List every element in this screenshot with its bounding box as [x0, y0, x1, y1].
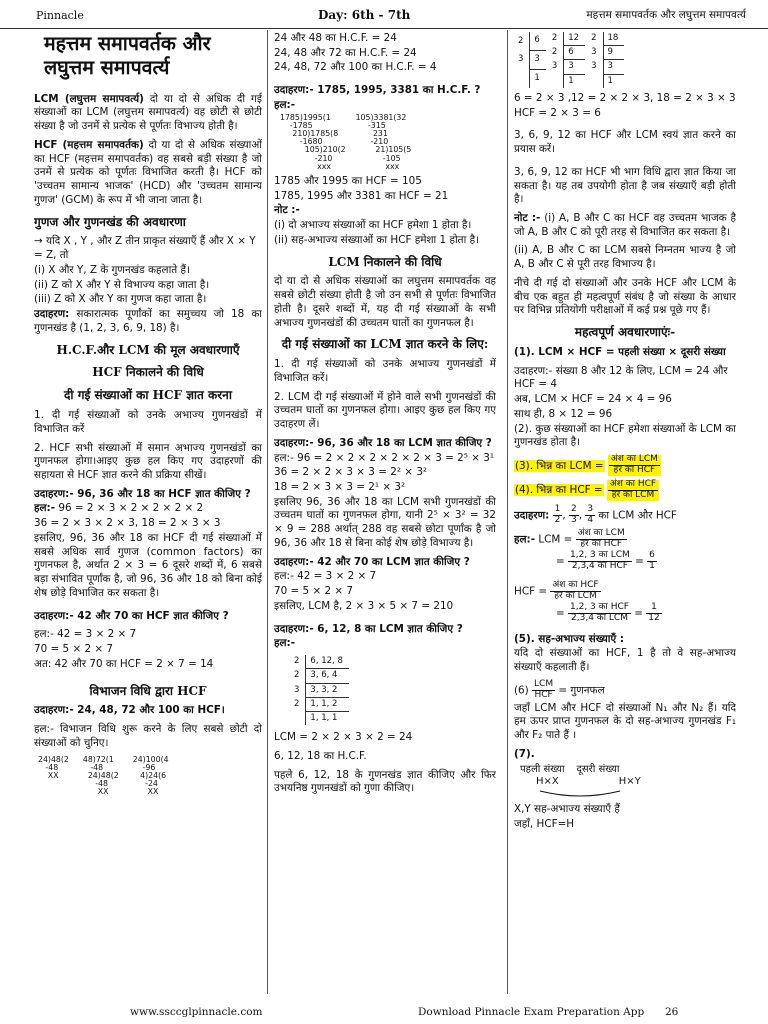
division-step: 24)48(2 -48 XX: [38, 754, 69, 780]
solution-line: = $\frac{\text{1,2, 3 का LCM}}{\text{2,3,4 का HCF}}$ = $\frac{6}{1}$: [556, 550, 655, 572]
factor-example: [34, 308, 262, 335]
numerator: 1: [646, 603, 661, 614]
result-line: 1785, 1995 और 3381 का HCF = 21: [274, 189, 449, 202]
column-3: [514, 32, 736, 994]
diagram-labels: [520, 764, 736, 777]
paragraph: पहले 6, 12, 18 के गुणनखंड ज्ञात कीजिए और फिर उभयनिष्ठ गुणनखंडों को गुणा कीजिए।: [274, 768, 496, 795]
section-heading: LCM निकालने की विधि: [328, 254, 442, 269]
dividend: 1: [568, 75, 574, 86]
solution-line: अत: 42 और 70 का HCF = 2 × 7 = 14: [34, 657, 214, 670]
denominator: 2: [554, 514, 561, 525]
column-1: [34, 32, 262, 994]
concept-line: (2). कुछ संख्याओं का HCF हमेशा संख्याओं के LCM का गुणनखंड होता है।: [514, 422, 736, 449]
result-line: 1785 और 1995 का HCF = 105: [274, 174, 422, 187]
second-number-value: H×Y: [618, 776, 641, 788]
section-heading: HCF निकालने की विधि: [92, 365, 204, 380]
section-heading: दी गई संख्याओं का LCM ज्ञात करने के लिए:: [281, 337, 489, 352]
fraction: [569, 505, 579, 526]
dividend: 1: [534, 73, 540, 84]
note-text: (i) A, B और C का HCF वह उच्चतम भाजक है जो A, B और C को पूरी तरह से विभाजित कर सकता है।: [514, 212, 736, 238]
result-line: 24, 48, 72 और 100 का H.C.F. = 4: [274, 61, 437, 74]
example-text: का LCM और HCF: [598, 509, 677, 522]
solution-line: 36 = 2 × 3 × 2 × 3, 18 = 2 × 3 × 3: [34, 517, 221, 530]
numerator: LCM: [534, 678, 554, 689]
division-table: [548, 32, 585, 88]
connector-arc: [520, 789, 640, 799]
division-tables: [514, 32, 736, 92]
text-line: (ii) Z को X और Y से विभाज्य कहा जाता है।: [34, 278, 210, 291]
example-question: उदाहरण:- 96, 36 और 18 का LCM ज्ञात कीजिए ?: [274, 436, 492, 449]
division-step: 1785)1995(1 -1785 210)1785(8 -1680 105)210(2 -210 xxx: [280, 112, 346, 171]
divisor: [290, 711, 306, 725]
text-line: (i) X और Y, Z के गुणनखंड कहलाते हैं।: [34, 263, 190, 276]
division-work: [280, 114, 496, 171]
dividend: 3: [603, 60, 624, 74]
step-text: 1. दी गई संख्याओं को उनके अभाज्य गुणनखंडों में विभाजित करें।: [274, 358, 496, 384]
numerator: 1,2, 3 का HCF: [570, 601, 629, 612]
result-line: LCM = 2 × 2 × 3 × 2 = 24: [274, 731, 413, 744]
numerator: अंश का LCM: [610, 454, 658, 465]
note-label: नोट :-: [274, 204, 300, 217]
concept-text: यदि दो संख्याओं का HCF, 1 है तो वे सह-अभाज्य संख्याएँ कहलाती हैं।: [514, 647, 736, 674]
dividend: 6: [530, 32, 546, 50]
division-work: [38, 756, 262, 797]
solution-text: इसलिए 96, 36 और 18 का LCM सभी गुणनखंडों की उच्चतम घातों का गुणनफल होगा, यानी 2⁵ × 3² = 32 × 9 = 288 अर्थात् 288 वह सबसे छोटा पूर्णांक है जो 96, 36 और 18 से बिना कोई शेष छोड़े विभाज्य है।: [274, 495, 496, 549]
denominator: 4: [587, 514, 594, 525]
result-line: HCF = 2 × 3 = 6: [514, 106, 601, 119]
example-line: साथ ही, 8 × 12 = 96: [514, 407, 613, 420]
equation-label: LCM =: [538, 533, 573, 546]
text-line: (iii) Z को X और Y का गुणज कहा जाता है।: [34, 293, 207, 306]
example-line: अब, LCM × HCF = 24 × 4 = 96: [514, 393, 672, 406]
division-step: 24)100(4 -96 4)24(6 -24 XX: [132, 754, 169, 797]
example-question: उदाहरण:- 1785, 1995, 3381 का H.C.F. ?: [274, 84, 481, 97]
concept-text: जहाँ LCM और HCF दो संख्याओं N₁ और N₂ हैं। यदि हम ऊपर प्राप्त गुणनफल के दो सह-अभाज्य गुणनखंड F₁ और F₂ पाते हैं ।: [514, 701, 736, 742]
divisor: [548, 74, 564, 88]
denominator: 3: [571, 514, 577, 525]
divisor: 2: [290, 697, 306, 711]
site-url[interactable]: www.ssccglpinnacle.com: [130, 1006, 263, 1018]
concept-line: [514, 455, 736, 476]
solution-line: हल:- 96 = 2 × 2 × 2 × 2 × 2 × 3 = 2⁵ × 3¹: [274, 451, 495, 464]
divisor: 3: [587, 60, 603, 74]
concept-text: जहाँ, HCF=H: [514, 817, 575, 830]
paragraph: 3, 6, 9, 12 का HCF और LCM स्वयं ज्ञात करने का प्रयास करें।: [514, 129, 736, 156]
app-promo: Download Pinnacle Exam Preparation App: [418, 1006, 645, 1018]
solution-label: हल:-: [274, 637, 296, 650]
hcf-term: HCF (महत्तम समापवर्तक): [34, 138, 144, 151]
solution-label: हल:-: [34, 502, 56, 515]
denominator: 2,3,4 का HCF: [571, 561, 628, 572]
denominator: हर का HCF: [613, 465, 656, 476]
divisor: 2: [290, 655, 306, 669]
example-label: उदाहरण:: [34, 308, 70, 321]
solution-text: 96 = 2 × 3 × 2 × 2 × 2 × 2: [58, 502, 204, 515]
divisor: 3: [587, 46, 603, 60]
note-text: (ii) A, B और C का LCM सबसे निम्नतम भाज्य है जो A, B और C से पूरी तरह विभाज्य है।: [514, 244, 736, 271]
paragraph: दो या दो से अधिक संख्याओं का लघुत्तम समापवर्तक वह सबसे छोटी संख्या होती है जो उन सभी से पूर्णतः विभाजित होती है। दूसरे शब्दों में, यह दी गई संख्याओं के सभी अभाज्य गुणनखंडों की उच्चतम घातों का गुणनफल है।: [274, 275, 496, 329]
dividend: 6: [564, 46, 585, 60]
denominator: हर का HCF: [580, 539, 623, 550]
example-question: उदाहरण:- 42 और 70 का LCM ज्ञात कीजिए ?: [274, 555, 470, 568]
solution-label: हल:-: [274, 98, 296, 111]
division-table: [587, 32, 624, 88]
number-pair-diagram: [520, 764, 736, 804]
result-line: 24 और 48 का H.C.F. = 24: [274, 32, 397, 44]
denominator: हर का LCM: [611, 489, 655, 500]
fraction: [646, 603, 661, 624]
day-label: Day: 6th - 7th: [318, 8, 411, 22]
solution-line: 70 = 5 × 2 × 7: [34, 643, 113, 656]
dividend: 3, 3, 2: [306, 683, 349, 697]
solution-line: [514, 529, 736, 550]
denominator: 2,3,4 का LCM: [571, 612, 628, 623]
solution-line: = $\frac{\text{1,2, 3 का HCF}}{\text{2,3,4 का LCM}}$ = $\frac{1}{12}$: [556, 601, 660, 623]
dividend: 1, 1, 1: [310, 712, 338, 723]
example-line: उदाहरण:- संख्या 8 और 12 के लिए, LCM = 24 और HCF = 4: [514, 364, 728, 391]
page-header: [0, 0, 768, 29]
solution-line: हल:- 42 = 3 × 2 × 7: [274, 570, 377, 583]
denominator: हर का LCM: [554, 590, 597, 601]
division-step: 48)72(1 -48 24)48(2 -48 XX: [82, 754, 119, 797]
numerator: 1: [554, 503, 561, 514]
concept-text: = गुणनफल: [558, 684, 605, 697]
hcf-def-text: दो या दो से अधिक संख्याओं का HCF (महत्तम समापवर्तक) वह सबसे बड़ी संख्या है जो उनमें से प्रत्येक को पूर्णतः विभाजित करती है। HCF को 'उच्चतम सामान्य भाजक' (HCD) और 'उच्चतम सामान्य गुणज' (GCM) के रूप में भी जाना जाता है।: [34, 138, 262, 206]
divisor: 2: [548, 46, 564, 60]
fraction: [608, 455, 661, 476]
denominator: HCF: [534, 689, 553, 700]
divisor: 2: [290, 669, 306, 683]
solution-text: हल:- विभाजन विधि शुरू करने के लिए सबसे छोटी दो संख्याओं को चुनिए।: [34, 723, 262, 749]
divisor: 2: [587, 32, 603, 46]
note: [514, 212, 736, 239]
section-heading: विभाजन विधि द्वारा HCF: [89, 683, 207, 698]
paragraph: 3, 6, 9, 12 का HCF भी भाग विधि द्वारा ज्ञात किया जा सकता है। यह तब उपयोगी होता है जब संख्याएँ बड़ी होती है।: [514, 165, 736, 206]
solution-line: इसलिए, LCM है, 2 × 3 × 5 × 7 = 210: [274, 599, 454, 612]
numerator: 3: [587, 503, 594, 514]
concept-line: [514, 680, 736, 701]
hcf-definition: [34, 139, 262, 208]
example-question: उदाहरण:- 6, 12, 8 का LCM ज्ञात कीजिए ?: [274, 622, 463, 635]
header-topic: महत्तम समापवर्तक और लघुत्तम समापवर्त्य: [586, 9, 746, 21]
column-divider: [267, 30, 268, 994]
divisor: 2: [514, 32, 530, 50]
dividend: 12: [564, 32, 585, 46]
numerator: 1,2, 3 का LCM: [570, 550, 630, 561]
fraction: [568, 551, 632, 572]
brand-name: Pinnacle: [36, 9, 84, 22]
numerator: अंश का HCF: [552, 580, 599, 591]
concept-number: (7).: [514, 747, 535, 760]
fraction: [550, 581, 600, 602]
example-label: उदाहरण:: [514, 509, 550, 522]
note-label: नोट :-: [514, 212, 541, 225]
numerator: 6: [649, 550, 655, 561]
solution-line: 18 = 2 × 3 × 3 = 2¹ × 3²: [274, 481, 406, 494]
dividend: 3: [530, 50, 546, 69]
first-number-label: पहली संख्या: [520, 763, 565, 775]
division-step: 105)3381(32 -315 231 -210 21)105(5 -105 xxx: [355, 112, 412, 171]
concept-line: (5). सह-अभाज्य संख्याएँ :: [514, 632, 625, 645]
denominator: 1: [649, 561, 655, 572]
page-title: [44, 32, 262, 81]
lcm-definition: [34, 93, 262, 134]
dividend: 1: [607, 75, 613, 86]
denominator: 12: [648, 612, 660, 623]
division-table: [514, 32, 546, 88]
dividend: 18: [603, 32, 624, 46]
section-heading: गुणज और गुणनखंड की अवधारणा: [34, 214, 186, 229]
example-text: सकारात्मक पूर्णांकों का समुच्चय जो 18 का गुणनखंड है (1, 2, 3, 6, 9, 18) है।: [34, 308, 262, 334]
example-question: उदाहरण:- 42 और 70 का HCF ज्ञात कीजिए ?: [34, 609, 229, 622]
solution-label: हल:-: [514, 533, 536, 546]
result-line: 6, 12, 18 का H.C.F.: [274, 749, 367, 762]
numerator: अंश का HCF: [609, 478, 657, 489]
dividend: 3, 6, 4: [306, 669, 349, 683]
dividend: 6, 12, 8: [306, 655, 349, 669]
note-line: (i) दो अभाज्य संख्याओं का HCF हमेशा 1 होता है।: [274, 219, 472, 232]
step-text: 2. HCF सभी संख्याओं में समान अभाज्य गुणनखंडों का गुणनफल होगा।आइए कुछ हल किए गए उदाहरणों की सहायता से HCF ज्ञात करने की प्रक्रिया सीखें।: [34, 441, 262, 482]
section-heading: दी गई संख्याओं का HCF ज्ञात करना: [64, 388, 232, 403]
note-line: (ii) सह-अभाज्य संख्याओं का HCF हमेशा 1 होता है।: [274, 233, 480, 246]
lcm-def-text: दो या दो से अधिक दी गई संख्याओं का LCM (लघुत्तम समापवर्त्य) वह छोटी से छोटी संख्या है जो उनमें से प्रत्येक से पूर्णतः विभाज्य होती है।: [34, 92, 262, 133]
title-line: लघुत्तम समापवर्त्य: [44, 56, 170, 80]
dividend: 9: [603, 46, 624, 60]
column-divider: [507, 30, 508, 994]
fraction: [568, 603, 631, 624]
numerator: 2: [571, 503, 577, 514]
fraction: [585, 505, 595, 526]
divisor: [514, 69, 530, 87]
title-line: महत्तम समापवर्तक और: [44, 32, 211, 55]
concept-number: (6): [514, 684, 529, 697]
step-text: 1. दी गई संख्याओं को उनके अभाज्य गुणनखंडों में विभाजित करें: [34, 409, 262, 435]
second-number-label: दूसरी संख्या: [576, 763, 620, 775]
divisor: 2: [548, 32, 564, 46]
concept-line: [514, 480, 736, 501]
dividend: 3: [564, 60, 585, 74]
section-heading: महत्वपूर्ण अवधारणाएंः-: [574, 325, 676, 340]
text-line: → यदि X , Y , और Z तीन प्राकृत संख्याएँ हैं और X × Y = Z, तो: [34, 235, 256, 262]
solution-line: 70 = 5 × 2 × 7: [274, 585, 353, 598]
solution-line: 36 = 2 × 2 × 3 × 3 = 2² × 3²: [274, 466, 428, 479]
solution-line: [514, 581, 736, 602]
page-footer: [0, 996, 768, 1024]
divisor: 3: [548, 60, 564, 74]
example-question: उदाहरण:- 96, 36 और 18 का HCF ज्ञात कीजिए ?: [34, 487, 251, 500]
fraction: [576, 529, 627, 550]
highlighted-label: (3). भिन्न का LCM =: [515, 459, 604, 472]
highlighted-label: (4). भिन्न का HCF =: [515, 484, 603, 497]
result-line: 6 = 2 × 3 ,12 = 2 × 2 × 3, 18 = 2 × 3 × 3: [514, 91, 736, 104]
solution-line: हल:- 42 = 3 × 2 × 7: [34, 628, 137, 641]
column-2: [274, 32, 496, 994]
dividend: 1, 1, 2: [306, 697, 349, 711]
page-number: 26: [665, 1006, 679, 1018]
fraction: [553, 505, 563, 526]
fraction: [532, 680, 555, 701]
first-number-value: H×X: [536, 776, 559, 788]
concept-text: X,Y सह-अभाज्य संख्याएँ हैं: [514, 803, 620, 816]
step-text: 2. LCM दी गई संख्याओं में होने वाले सभी गुणनखंडों की उच्चतम घातों का गुणनफल होगा। आइए कुछ हल किए गए उदाहरण लें।: [274, 390, 496, 431]
divisor: [587, 74, 603, 88]
section-heading: H.C.F.और LCM की मूल अवधारणाएँ: [56, 342, 240, 357]
solution-text: इसलिए, 96, 36 और 18 का HCF दी गई संख्याओं में सबसे अधिक सार्व गुणज (common factors) का गुणनफल है, अर्थात 2 × 3 = 6 दूसरे शब्दों में, 6 सबसे बड़ा संभावित पूर्णांक है, जो 96, 36 और 18 को बिना कोई शेष छोड़े विभाजित कर सकता है।: [34, 531, 262, 599]
divisor: 3: [514, 50, 530, 69]
diagram-values: [536, 776, 736, 789]
numerator: अंश का LCM: [577, 528, 625, 539]
example-question: उदाहरण:- 24, 48, 72 और 100 का HCF।: [34, 704, 225, 717]
paragraph: नीचे दी गई दो संख्याओं और उनके HCF और LCM के बीच एक बहुत ही महत्वपूर्ण संबंध है जो संख्या के आधार पर विभिन्न प्रतियोगी परीक्षाओं में कई प्रश्न पूछे गए हैं।: [514, 276, 736, 317]
fraction: [647, 551, 657, 572]
division-table: [290, 655, 349, 725]
solution-line: [34, 502, 262, 516]
result-line: 24, 48 और 72 का H.C.F. = 24: [274, 46, 417, 59]
example-question: उदाहरण: $\frac{1}{2}$ , $\frac{2}{3}$ , $\frac{3}{4}$ का LCM और HCF: [514, 503, 677, 525]
concept-line: (1). LCM × HCF = पहली संख्या × दूसरी संख्या: [514, 345, 726, 358]
lcm-term: LCM (लघुत्तम समापवर्त्य): [34, 92, 144, 105]
divisor: 3: [290, 683, 306, 697]
equation-label: HCF =: [514, 585, 548, 598]
fraction: [607, 480, 659, 501]
